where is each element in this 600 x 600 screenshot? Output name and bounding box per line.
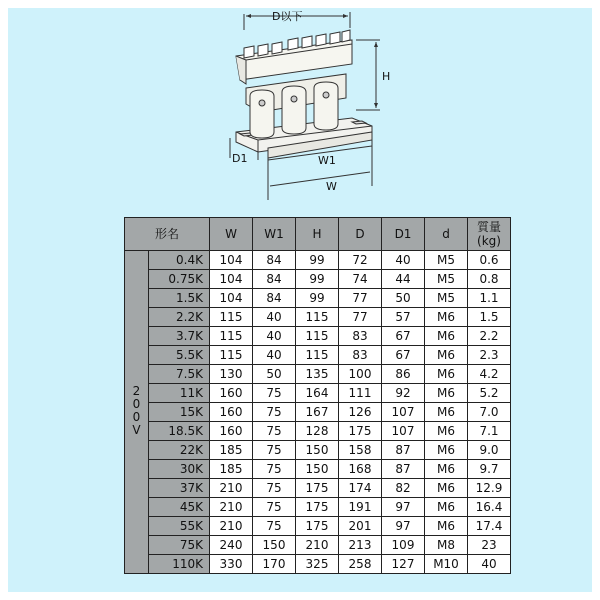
dimension-h-label: H: [382, 70, 391, 83]
cell-d: 213: [339, 536, 382, 555]
header-d: D: [339, 218, 382, 251]
table-row: [125, 327, 511, 346]
cell-w: 104: [210, 270, 253, 289]
cell-mass: 1.1: [468, 289, 511, 308]
cell-d: 83: [339, 346, 382, 365]
cell-model: 0.75K: [149, 270, 210, 289]
table-row: [125, 270, 511, 289]
cell-d: 201: [339, 517, 382, 536]
cell-model: 75K: [149, 536, 210, 555]
header-bolt-d: d: [425, 218, 468, 251]
table-row: [125, 289, 511, 308]
cell-mass: 9.0: [468, 441, 511, 460]
header-w: W: [210, 218, 253, 251]
cell-w1: 40: [253, 346, 296, 365]
cell-h: 99: [296, 270, 339, 289]
cell-w: 210: [210, 498, 253, 517]
cell-d1: 82: [382, 479, 425, 498]
cell-h: 128: [296, 422, 339, 441]
cell-d: 168: [339, 460, 382, 479]
cell-h: 175: [296, 498, 339, 517]
cell-mass: 0.8: [468, 270, 511, 289]
cell-w: 160: [210, 403, 253, 422]
table-row: [125, 365, 511, 384]
cell-w1: 75: [253, 441, 296, 460]
cell-h: 115: [296, 327, 339, 346]
cell-model: 3.7K: [149, 327, 210, 346]
cell-h: 150: [296, 441, 339, 460]
table-row: [125, 517, 511, 536]
cell-d: 175: [339, 422, 382, 441]
cell-w: 115: [210, 346, 253, 365]
table-row: [125, 498, 511, 517]
cell-d: 72: [339, 251, 382, 270]
dimension-d1-label: D1: [232, 152, 248, 165]
cell-d: 83: [339, 327, 382, 346]
cell-w1: 170: [253, 555, 296, 574]
cell-model: 45K: [149, 498, 210, 517]
cell-w1: 84: [253, 251, 296, 270]
cell-w1: 50: [253, 365, 296, 384]
table-row: [125, 346, 511, 365]
cell-h: 115: [296, 308, 339, 327]
cell-mass: 7.0: [468, 403, 511, 422]
cell-w1: 75: [253, 422, 296, 441]
cell-d1: 109: [382, 536, 425, 555]
header-model: 形名: [125, 218, 210, 251]
table-row: [125, 251, 511, 270]
cell-mass: 5.2: [468, 384, 511, 403]
cell-bolt-d: M8: [425, 536, 468, 555]
cell-d: 126: [339, 403, 382, 422]
cell-model: 5.5K: [149, 346, 210, 365]
cell-d1: 44: [382, 270, 425, 289]
cell-mass: 4.2: [468, 365, 511, 384]
cell-model: 2.2K: [149, 308, 210, 327]
cell-h: 167: [296, 403, 339, 422]
cell-d: 111: [339, 384, 382, 403]
cell-w1: 75: [253, 403, 296, 422]
voltage-group-label: 200V: [132, 384, 141, 437]
header-w1: W1: [253, 218, 296, 251]
cell-mass: 2.2: [468, 327, 511, 346]
cell-model: 1.5K: [149, 289, 210, 308]
cell-w1: 150: [253, 536, 296, 555]
cell-w: 160: [210, 422, 253, 441]
table-row: [125, 308, 511, 327]
cell-w: 130: [210, 365, 253, 384]
cell-model: 11K: [149, 384, 210, 403]
cell-h: 150: [296, 460, 339, 479]
cell-model: 15K: [149, 403, 210, 422]
reactor-dimension-drawing: [0, 0, 600, 210]
cell-w1: 84: [253, 289, 296, 308]
dimensions-table: [124, 217, 511, 574]
cell-model: 18.5K: [149, 422, 210, 441]
cell-mass: 7.1: [468, 422, 511, 441]
cell-w1: 40: [253, 327, 296, 346]
cell-w1: 75: [253, 479, 296, 498]
cell-bolt-d: M6: [425, 384, 468, 403]
cell-bolt-d: M6: [425, 308, 468, 327]
cell-bolt-d: M5: [425, 251, 468, 270]
table-row: [125, 441, 511, 460]
cell-bolt-d: M6: [425, 441, 468, 460]
cell-model: 110K: [149, 555, 210, 574]
cell-w: 185: [210, 441, 253, 460]
cell-bolt-d: M5: [425, 289, 468, 308]
cell-bolt-d: M6: [425, 365, 468, 384]
cell-mass: 16.4: [468, 498, 511, 517]
cell-bolt-d: M5: [425, 270, 468, 289]
cell-w1: 75: [253, 498, 296, 517]
cell-mass: 9.7: [468, 460, 511, 479]
cell-bolt-d: M6: [425, 346, 468, 365]
cell-mass: 40: [468, 555, 511, 574]
cell-d: 100: [339, 365, 382, 384]
cell-h: 99: [296, 289, 339, 308]
cell-w: 115: [210, 327, 253, 346]
cell-h: 175: [296, 479, 339, 498]
cell-w: 330: [210, 555, 253, 574]
table-row: [125, 536, 511, 555]
cell-d1: 127: [382, 555, 425, 574]
header-mass-line2: (kg): [477, 234, 501, 248]
cell-d1: 86: [382, 365, 425, 384]
cell-bolt-d: M10: [425, 555, 468, 574]
cell-d: 191: [339, 498, 382, 517]
voltage-group-cell: [125, 251, 149, 574]
cell-model: 7.5K: [149, 365, 210, 384]
cell-d1: 87: [382, 441, 425, 460]
cell-model: 55K: [149, 517, 210, 536]
cell-mass: 12.9: [468, 479, 511, 498]
cell-d: 174: [339, 479, 382, 498]
cell-w: 160: [210, 384, 253, 403]
cell-d1: 97: [382, 517, 425, 536]
cell-bolt-d: M6: [425, 403, 468, 422]
cell-h: 115: [296, 346, 339, 365]
cell-bolt-d: M6: [425, 517, 468, 536]
cell-w: 104: [210, 289, 253, 308]
cell-h: 210: [296, 536, 339, 555]
cell-mass: 2.3: [468, 346, 511, 365]
cell-d1: 107: [382, 403, 425, 422]
cell-h: 175: [296, 517, 339, 536]
cell-bolt-d: M6: [425, 460, 468, 479]
cell-bolt-d: M6: [425, 498, 468, 517]
cell-d1: 92: [382, 384, 425, 403]
cell-bolt-d: M6: [425, 422, 468, 441]
header-mass-line1: 質量: [476, 220, 501, 234]
cell-d1: 107: [382, 422, 425, 441]
header-d1: D1: [382, 218, 425, 251]
cell-w: 104: [210, 251, 253, 270]
cell-mass: 1.5: [468, 308, 511, 327]
table-header-row: [125, 218, 511, 251]
cell-model: 22K: [149, 441, 210, 460]
dimension-d-max-label: D以下: [272, 10, 303, 23]
cell-model: 37K: [149, 479, 210, 498]
cell-mass: 0.6: [468, 251, 511, 270]
table-row: [125, 403, 511, 422]
cell-d: 77: [339, 308, 382, 327]
cell-w1: 75: [253, 460, 296, 479]
cell-w: 210: [210, 479, 253, 498]
cell-h: 325: [296, 555, 339, 574]
cell-d1: 40: [382, 251, 425, 270]
header-mass: [468, 218, 511, 251]
cell-mass: 23: [468, 536, 511, 555]
cell-w1: 84: [253, 270, 296, 289]
table-row: [125, 422, 511, 441]
cell-w1: 75: [253, 517, 296, 536]
cell-d1: 50: [382, 289, 425, 308]
table-row: [125, 555, 511, 574]
cell-model: 30K: [149, 460, 210, 479]
dimension-w-label: W: [326, 180, 337, 193]
cell-h: 99: [296, 251, 339, 270]
cell-model: 0.4K: [149, 251, 210, 270]
cell-d1: 57: [382, 308, 425, 327]
cell-d1: 97: [382, 498, 425, 517]
cell-h: 164: [296, 384, 339, 403]
cell-d1: 87: [382, 460, 425, 479]
table-row: [125, 384, 511, 403]
cell-mass: 17.4: [468, 517, 511, 536]
cell-d: 74: [339, 270, 382, 289]
dimension-w1-label: W1: [318, 154, 336, 167]
cell-d1: 67: [382, 346, 425, 365]
table-row: [125, 479, 511, 498]
cell-d: 158: [339, 441, 382, 460]
cell-w: 115: [210, 308, 253, 327]
table-row: [125, 460, 511, 479]
cell-d: 77: [339, 289, 382, 308]
cell-w: 210: [210, 517, 253, 536]
cell-w: 240: [210, 536, 253, 555]
cell-w1: 40: [253, 308, 296, 327]
cell-h: 135: [296, 365, 339, 384]
cell-w: 185: [210, 460, 253, 479]
cell-d: 258: [339, 555, 382, 574]
cell-bolt-d: M6: [425, 327, 468, 346]
cell-w1: 75: [253, 384, 296, 403]
cell-d1: 67: [382, 327, 425, 346]
cell-bolt-d: M6: [425, 479, 468, 498]
header-h: H: [296, 218, 339, 251]
